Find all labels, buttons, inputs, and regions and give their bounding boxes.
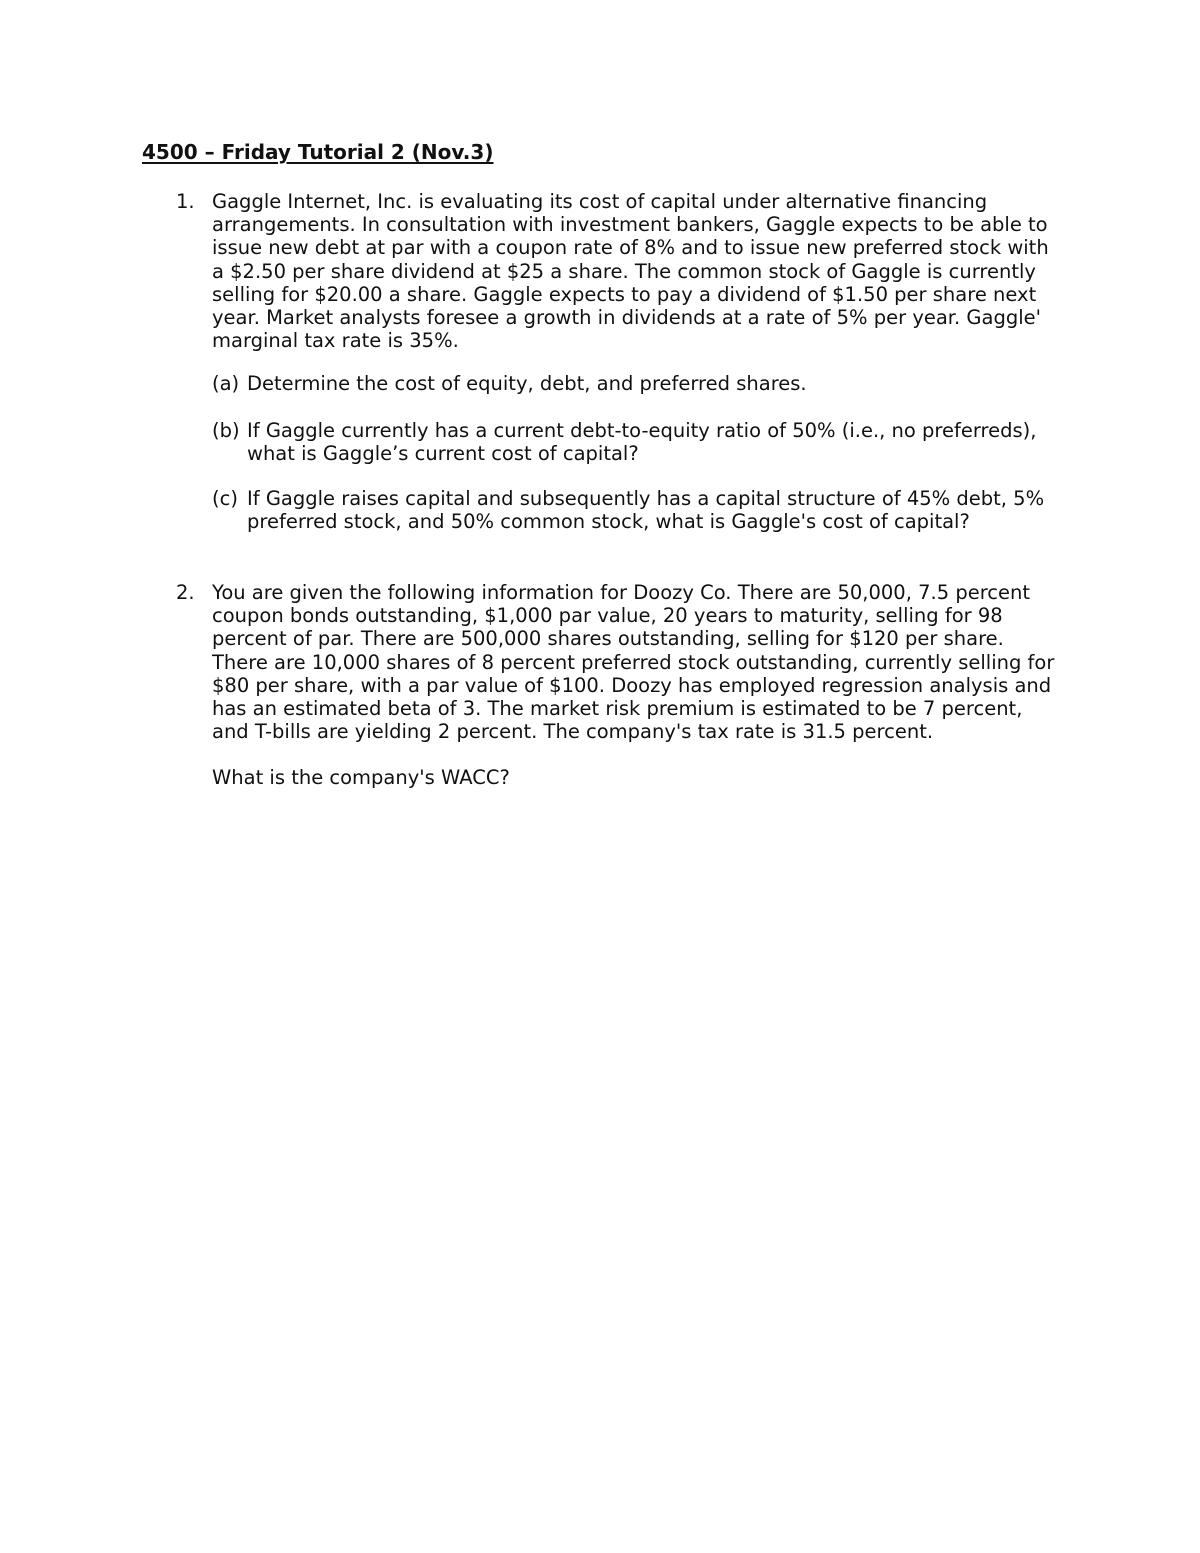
- part-c-line: If Gaggle raises capital and subsequently has a capital structure of 45% debt, 5%: [247, 487, 1045, 510]
- part-b-body: [247, 419, 1092, 465]
- question-2-line: $80 per share, with a par value of $100. Doozy has employed regression analysis and: [212, 673, 1052, 697]
- part-b-line: If Gaggle currently has a current debt-to-equity ratio of 50% (i.e., no preferreds),: [247, 419, 1037, 442]
- question-2: [176, 581, 1076, 743]
- part-a-body: [247, 372, 1092, 395]
- part-b-line: what is Gaggle’s current cost of capital?: [247, 442, 639, 466]
- question-1: [176, 190, 1076, 352]
- part-a-label: (a): [212, 372, 240, 395]
- question-1-part-a: [212, 372, 1092, 395]
- question-1-body: [212, 190, 1076, 352]
- part-b-label: (b): [212, 419, 240, 442]
- question-2-line: percent of par. There are 500,000 shares outstanding, selling for $120 per share.: [212, 627, 1004, 651]
- question-1-line: arrangements. In consultation with investment bankers, Gaggle expects to be able to: [212, 213, 1048, 237]
- question-1-number: 1.: [176, 190, 195, 213]
- question-1-line: selling for $20.00 a share. Gaggle expects to pay a dividend of $1.50 per share next: [212, 282, 1037, 306]
- part-a-line: Determine the cost of equity, debt, and preferred shares.: [247, 372, 807, 395]
- question-2-number: 2.: [176, 581, 195, 604]
- question-1-line: year. Market analysts foresee a growth in dividends at a rate of 5% per year. Gaggle': [212, 306, 1042, 330]
- question-1-part-b: [212, 419, 1092, 465]
- question-1-line: issue new debt at par with a coupon rate of 8% and to issue new preferred stock with: [212, 236, 1049, 260]
- question-2-line: and T-bills are yielding 2 percent. The company's tax rate is 31.5 percent.: [212, 720, 934, 744]
- question-2-line: has an estimated beta of 3. The market risk premium is estimated to be 7 percent,: [212, 697, 1023, 721]
- document-title: 4500 – Friday Tutorial 2 (Nov.3): [142, 140, 494, 164]
- question-2-body: [212, 581, 1076, 743]
- question-1-line: a $2.50 per share dividend at $25 a share. The common stock of Gaggle is currently: [212, 259, 1036, 283]
- question-2-line: There are 10,000 shares of 8 percent preferred stock outstanding, currently selling for: [212, 650, 1055, 674]
- question-1-part-c: [212, 487, 1092, 533]
- question-1-line: Gaggle Internet, Inc. is evaluating its cost of capital under alternative financing: [212, 190, 988, 213]
- part-c-body: [247, 487, 1092, 533]
- question-1-line: marginal tax rate is 35%.: [212, 329, 459, 353]
- question-2-prompt: What is the company's WACC?: [212, 766, 510, 789]
- part-c-label: (c): [212, 487, 238, 510]
- question-2-line: You are given the following information for Doozy Co. There are 50,000, 7.5 percent: [212, 581, 1031, 604]
- part-c-line: preferred stock, and 50% common stock, what is Gaggle's cost of capital?: [247, 510, 970, 534]
- question-2-line: coupon bonds outstanding, $1,000 par value, 20 years to maturity, selling for 98: [212, 604, 1003, 628]
